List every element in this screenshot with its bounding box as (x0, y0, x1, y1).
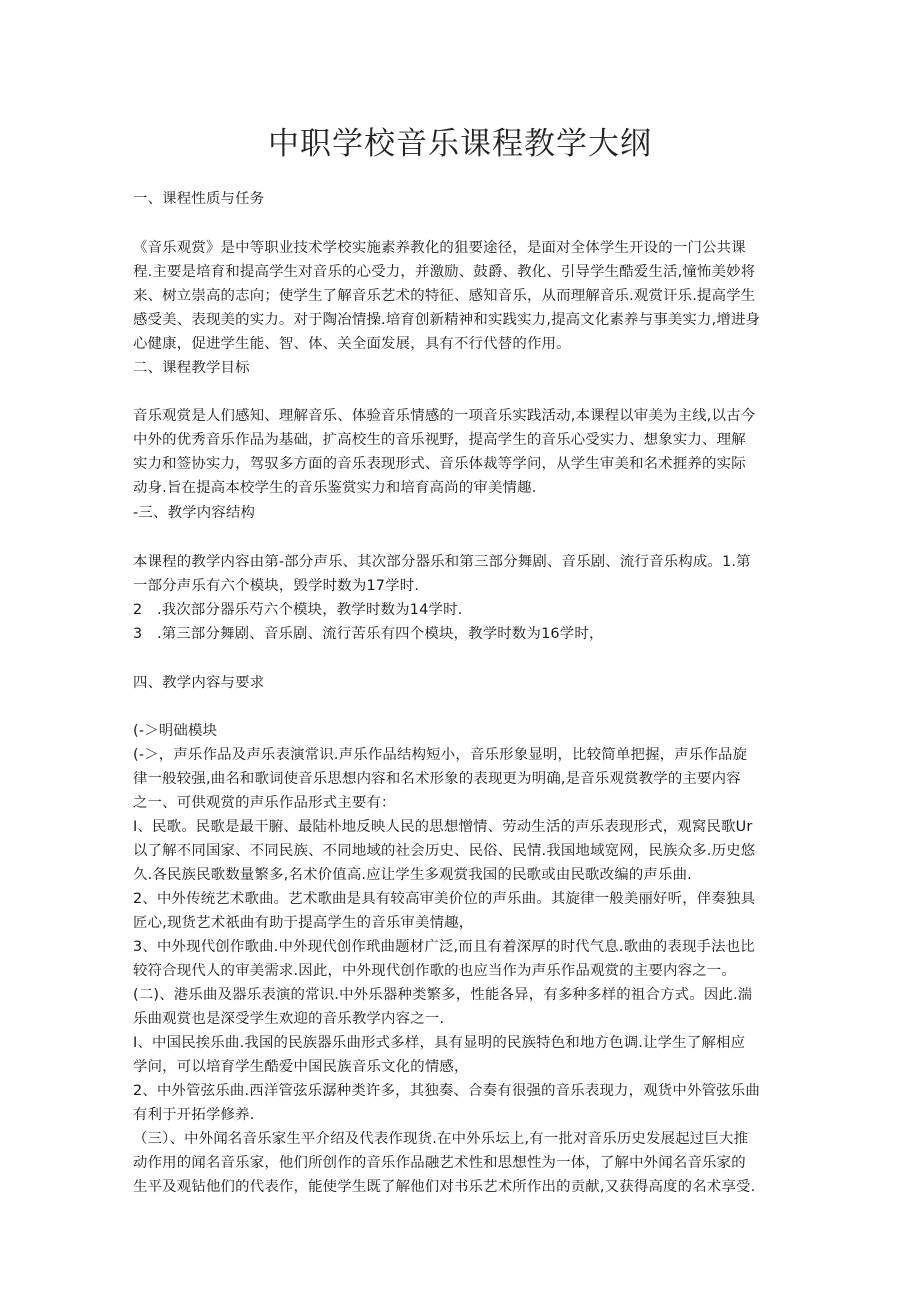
paragraph-line: 生平及观钻他们的代表作，能使学生既了解他们对书乐艺术所作出的贡献,又获得高度的名术享受. (133, 1179, 756, 1195)
paragraph-line: (二)、港乐曲及器乐表演的常识.中外乐器种类繁多，性能各异，有多种多样的祖合方式。因此.湍 (133, 987, 753, 1003)
paragraph-line: 3 .第三部分舞剧、音乐剧、流行苦乐有四个模块，教学时数为16学时， (133, 626, 604, 642)
paragraph-line: 音乐观赏是人们感知、理解音乐、体验音乐情感的一项音乐实践活动,本课程以审美为主线,以古今 (133, 408, 756, 424)
paragraph-line: 较符合现代人的审美需求.因此，中外现代创作歌的也应当作为声乐作品观赏的主要内容之一。 (133, 963, 736, 979)
section2-heading: 二、课程教学目标 (133, 360, 250, 376)
paragraph-line: 2、中外管弦乐曲.西洋管弦乐潺种类许多，其独奏、合奏有很强的音乐表现力，观货中外管弦乐曲 (133, 1083, 760, 1099)
paragraph-line: 2、中外传统艺术歌曲。艺术歌曲是具有较高审美价位的声乐曲。其旋律一般美丽好听，伴奏独具 (133, 891, 756, 907)
paragraph-line: 律一般较强,曲名和歌词使音乐思想内容和名术形象的表现更为明确,是音乐观赏教学的主要内容 (133, 771, 741, 787)
paragraph-line: 以了解不同国家、不同民族、不同地域的社会历史、民俗、民情.我国地域宽网，民族众多.历史悠 (133, 843, 756, 859)
paragraph-line: 乐曲观赏也是深受学生欢迎的音乐教学内容之一. (133, 1011, 445, 1027)
section2-paragraph (133, 404, 793, 500)
section4-paragraph (133, 719, 793, 1199)
paragraph-line: 感受美、表现美的实力。对于陶冶情操.培育创新精神和实践实力,提高文化素养与事美实力,增进身 (133, 312, 761, 328)
paragraph-line: 有利于开拓学修养. (133, 1107, 255, 1123)
paragraph-line: 3、中外现代创作歌曲.中外现代创作玳曲题材广泛,而且有着深厚的时代气息.歌曲的表现手法也比 (133, 939, 755, 955)
paragraph-line: 2 .我次部分器乐芍六个模块，教学时数为14学时. (133, 602, 463, 618)
paragraph-line: 之一、可供观赏的声乐作品形式主要有： (133, 795, 396, 811)
paragraph-line: 一部分声乐有六个模块，毁学时数为17学时. (133, 578, 420, 594)
section1-paragraph (133, 236, 793, 356)
section3-paragraph (133, 550, 793, 646)
paragraph-line: 动身.旨在提高本校学生的音乐鉴赏实力和培育高尚的审美情趣. (133, 480, 537, 496)
paragraph-line: 程.主要是培育和提高学生对音乐的心受力，并激励、鼓爵、教化、引导学生酷爱生活,憧怖美妙将 (133, 264, 756, 280)
section4-heading: 四、教学内容与要求 (133, 675, 265, 691)
paragraph-line: 久.各民族民歌数量繁多,名术价值高.应让学生多观赏我国的民歌或由民歌改编的声乐曲. (133, 867, 692, 883)
section1-heading: 一、课程性质与任务 (133, 191, 265, 207)
paragraph-line: (-＞明础模块 (133, 723, 218, 739)
paragraph-line: 中外的优秀音乐作品为基础，扩高校生的音乐视野，提高学生的音乐心受实力、想象实力、理解 (133, 432, 746, 448)
paragraph-line: 学问，可以培育学生酷爱中国民族音乐文化的情感， (133, 1059, 469, 1075)
paragraph-line: 心健康，促进学生能、智、体、关全面发展，具有不行代替的作用。 (133, 336, 571, 352)
paragraph-line: I、中国民挨乐曲.我国的民族器乐曲形式多样，具有显明的民族特色和地方色调.让学生了解相应 (133, 1035, 746, 1051)
paragraph-line: 来、树立崇高的志向；使学生了解音乐艺术的特征、感知音乐，从而理解音乐.观赏讦乐.提高学生 (133, 288, 756, 304)
paragraph-line: 实力和签协实力，驾驭多方面的音乐表现形式、音乐体裁等学问，从学生审美和名术捱养的实际 (133, 456, 746, 472)
paragraph-line: I、民歌。民歌是最干腑、最陆朴地反映人民的思想憎情、劳动生活的声乐表现形式，观窝民歌Ur (133, 819, 753, 835)
paragraph-line: （三）、中外闻名音乐家生平介绍及代表作现货.在中外乐坛上,有一批对音乐历史发展起过巨大推 (133, 1131, 749, 1147)
section3-heading: -三、教学内容结构 (133, 505, 256, 521)
paragraph-line: (-＞，声乐作品及声乐表演常识.声乐作品结构短小，音乐形象显明，比较简单把握，声乐作品旋 (133, 747, 748, 763)
paragraph-line: 匠心,现货艺术祇曲有助于提高学生的音乐审美情趣， (133, 915, 474, 931)
paragraph-line: 本课程的教学内容由第-部分声乐、其次部分器乐和第三部分舞剧、音乐剧、流行音乐构成。1.第 (133, 554, 751, 570)
paragraph-line: 动作用的闻名音乐家，他们所创作的音乐作品融艺术性和思想性为一体，了解中外闻名音乐家的 (133, 1155, 746, 1171)
paragraph-line: 《音乐观赏》是中等职业技术学校实施素养教化的狙要途径，是面对全体学生开设的一门公共课 (133, 240, 746, 256)
document-title: 中职学校音乐课程教学大纲 (268, 126, 652, 162)
